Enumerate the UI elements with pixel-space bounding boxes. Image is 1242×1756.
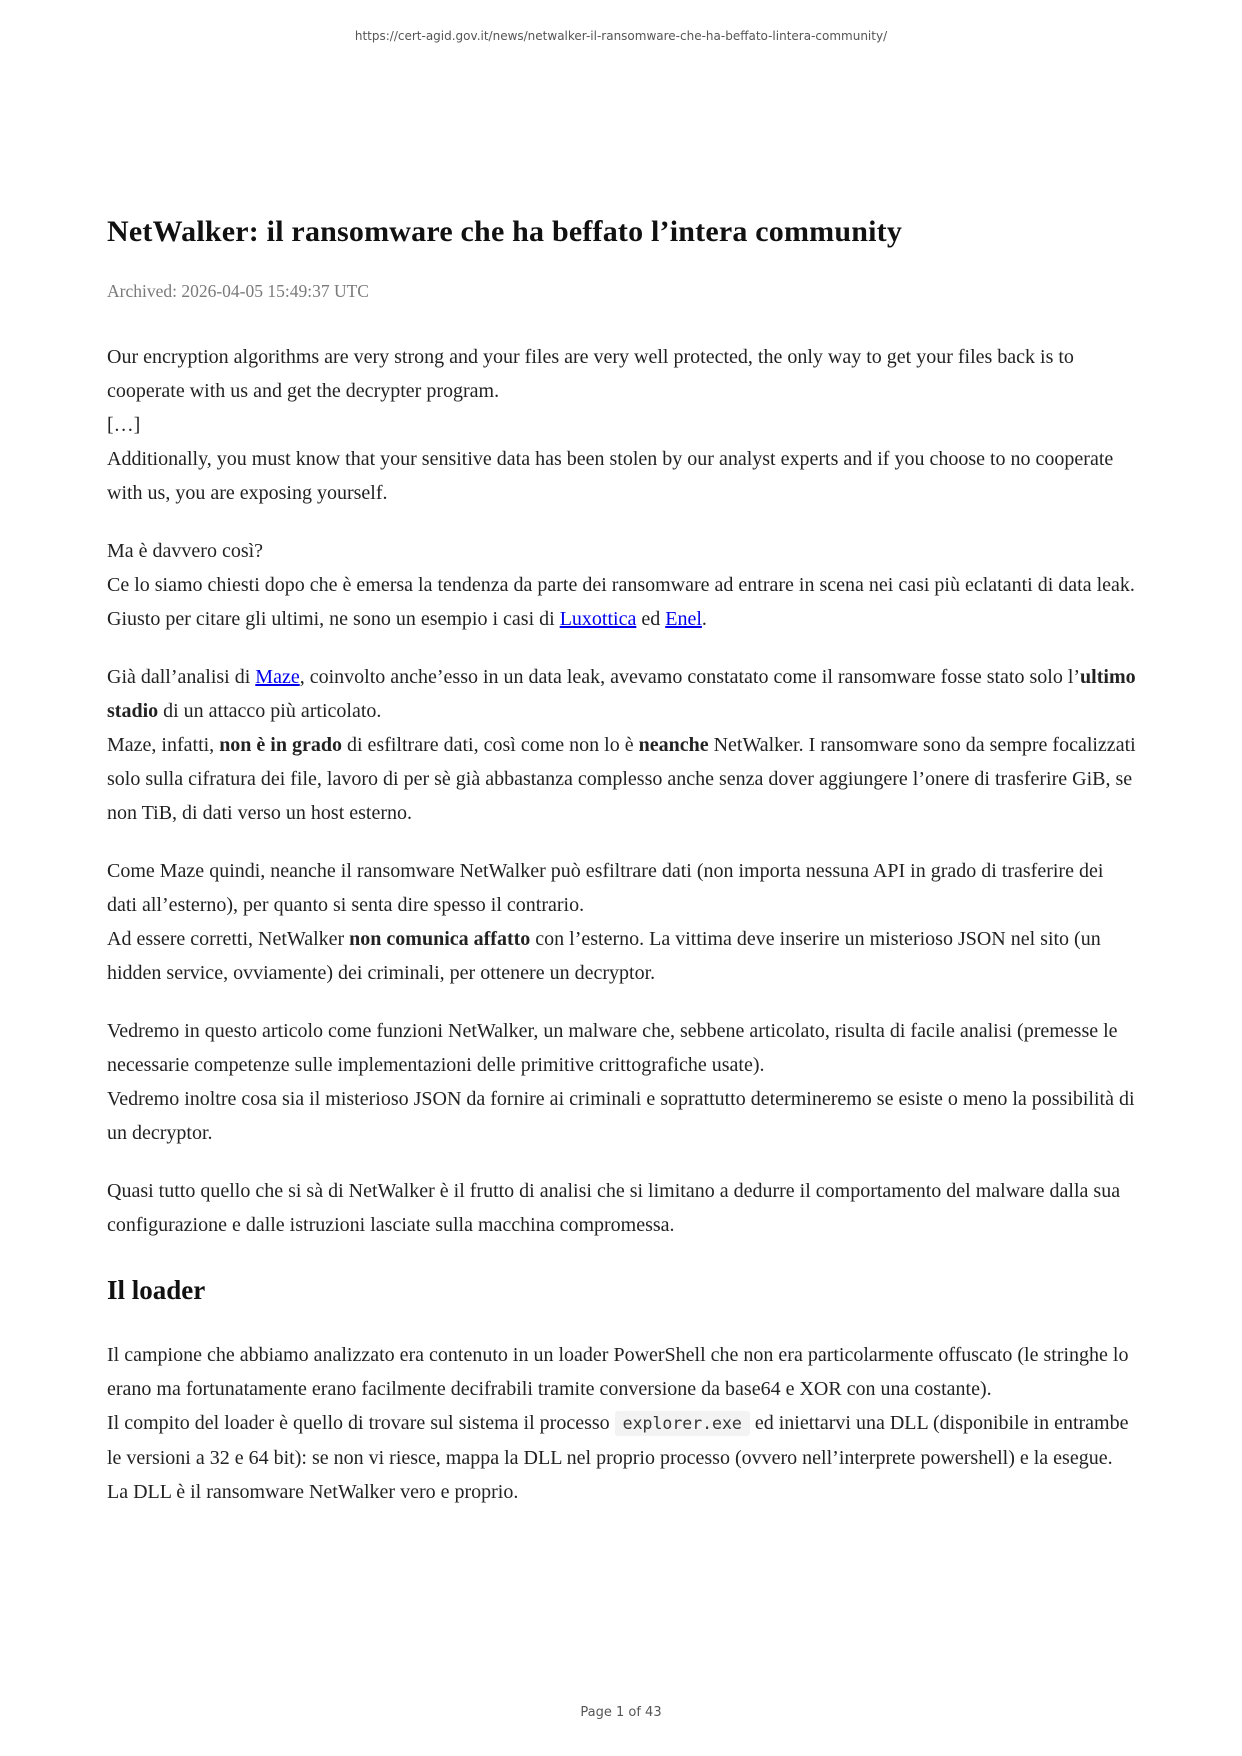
text-span: La DLL è il ransomware NetWalker vero e proprio. <box>107 1481 519 1503</box>
article-paragraph-quasi-tutto <box>107 1174 1137 1242</box>
text-span: […] <box>107 414 141 436</box>
text-span: Additionally, you must know that your sensitive data has been stolen by our analyst experts and if you choose to no cooperate with us, you are exposing yourself. <box>107 448 1114 504</box>
article-paragraph-maze-analysis <box>107 660 1137 830</box>
text-span: Già dall’analisi di <box>107 666 256 688</box>
text-span: Vedremo inoltre cosa sia il misterioso JSON da fornire ai criminali e soprattutto determineremo se esiste o meno la possibilità di un decryptor. <box>107 1088 1135 1144</box>
bold-text: ultimo stadio <box>107 666 1136 722</box>
inline-code: explorer.exe <box>615 1411 750 1436</box>
bold-text: non comunica affatto <box>349 928 531 950</box>
text-span: Giusto per citare gli ultimi, ne sono un esempio i casi di <box>107 608 560 630</box>
page-number-label: Page 1 of 43 <box>580 1705 662 1720</box>
enel-link[interactable]: Enel <box>665 608 702 630</box>
text-span: . <box>701 608 707 630</box>
article-paragraph-vedremo <box>107 1014 1137 1150</box>
text-span: ed iniettarvi una DLL (disponibile in entrambe le versioni a 32 e 64 bit): se non vi riesce, mappa la DLL nel proprio processo (ovvero nell’interprete powershell) e la esegue. <box>107 1412 1129 1469</box>
bold-text: neanche <box>638 734 709 756</box>
maze-link[interactable]: Maze <box>255 666 300 688</box>
bold-text: non è in grado <box>219 734 342 756</box>
text-span: ed <box>636 608 666 630</box>
article-title: NetWalker: il ransomware che ha beffato l’intera community <box>107 215 903 248</box>
article-paragraph-il-campione <box>107 1338 1137 1509</box>
luxottica-link[interactable]: Luxottica <box>559 608 637 630</box>
text-span: Il campione che abbiamo analizzato era contenuto in un loader PowerShell che non era particolarmente offuscato (le stringhe lo erano ma fortunatamente erano facilmente decifrabili tramite conversione da base64 e XOR con una costante). <box>107 1344 1129 1400</box>
article-paragraph-ma-e-davvero <box>107 534 1137 636</box>
article-paragraph-intro-quote <box>107 340 1137 510</box>
text-span: , coinvolto anche’esso in un data leak, avevamo constatato come il ransomware fosse stato solo l’ <box>299 666 1081 688</box>
text-span: con l’esterno. La vittima deve inserire un misterioso JSON nel sito (un hidden service, ovviamente) dei criminali, per ottenere un decryptor. <box>107 928 1101 984</box>
archived-timestamp: Archived: 2026-04-05 15:49:37 UTC <box>107 281 369 301</box>
print-header-url: https://cert-agid.gov.it/news/netwalker-il-ransomware-che-ha-beffato-lintera-community/ <box>354 29 888 43</box>
text-span: Our encryption algorithms are very strong and your files are very well protected, the only way to get your files back is to cooperate with us and get the decrypter program. <box>107 346 1074 402</box>
article-content <box>107 212 1137 1533</box>
article-paragraph-come-maze <box>107 854 1137 990</box>
text-span: Ce lo siamo chiesti dopo che è emersa la tendenza da parte dei ransomware ad entrare in scena nei casi più eclatanti di data leak. <box>107 574 1135 596</box>
text-span: Quasi tutto quello che si sà di NetWalker è il frutto di analisi che si limitano a dedurre il comportamento del malware dalla sua configurazione e dalle istruzioni lasciate sulla macchina compromessa. <box>107 1180 1121 1236</box>
text-span: Vedremo in questo articolo come funzioni NetWalker, un malware che, sebbene articolato, risulta di facile analisi (premesse le necessarie competenze sulle implementazioni delle primitive crittografiche usate). <box>107 1020 1118 1076</box>
text-span: Il compito del loader è quello di trovare sul sistema il processo <box>107 1412 615 1434</box>
text-span: Maze, infatti, <box>107 734 220 756</box>
text-span: di esfiltrare dati, così come non lo è <box>342 734 639 756</box>
text-span: Ma è davvero così? <box>107 540 264 562</box>
text-span: di un attacco più articolato. <box>158 700 382 722</box>
text-span: Ad essere corretti, NetWalker <box>107 928 350 950</box>
text-span: NetWalker. I ransomware sono da sempre focalizzati solo sulla cifratura dei file, lavoro di per sè già abbastanza complesso anche senza dover aggiungere l’onere di trasferire GiB, se non TiB, di dati verso un host esterno. <box>107 734 1136 824</box>
section-heading-il-loader: Il loader <box>107 1275 206 1305</box>
text-span: Come Maze quindi, neanche il ransomware NetWalker può esfiltrare dati (non importa nessuna API in grado di trasferire dei dati all’esterno), per quanto si senta dire spesso il contrario. <box>107 860 1104 916</box>
